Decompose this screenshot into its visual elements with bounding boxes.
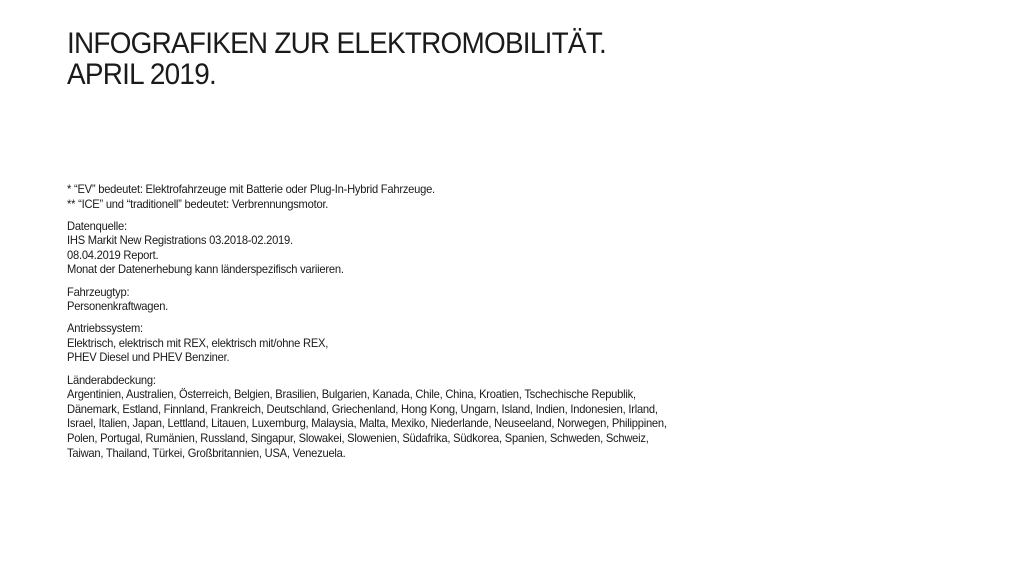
datenquelle-heading: Datenquelle:: [67, 218, 127, 233]
title-line-1: INFOGRAFIKEN ZUR ELEKTROMOBILITÄT.: [67, 27, 606, 60]
datenquelle-line: Monat der Datenerhebung kann länderspezifisch variieren.: [67, 262, 344, 277]
footnotes-block: [67, 182, 774, 211]
laenderabdeckung-heading: Länderabdeckung:: [67, 372, 156, 387]
fahrzeugtyp-block: [67, 285, 774, 314]
laenderabdeckung-line: Polen, Portugal, Rumänien, Russland, Singapur, Slowakei, Slowenien, Südafrika, Südkorea, Spanien, Schweden, Schweiz,: [67, 430, 649, 445]
antriebssystem-line: Elektrisch, elektrisch mit REX, elektrisch mit/ohne REX,: [67, 335, 329, 350]
antriebssystem-line: PHEV Diesel und PHEV Benziner.: [67, 350, 230, 365]
footnote-ev: * “EV” bedeutet: Elektrofahrzeuge mit Batterie oder Plug-In-Hybrid Fahrzeuge.: [67, 182, 435, 196]
laenderabdeckung-line: Taiwan, Thailand, Türkei, Großbritannien, USA, Venezuela.: [67, 445, 346, 460]
antriebssystem-block: [67, 321, 774, 365]
laenderabdeckung-block: [67, 373, 774, 461]
laenderabdeckung-line: Dänemark, Estland, Finnland, Frankreich, Deutschland, Griechenland, Hong Kong, Ungarn, Island, Indien, Indonesien, Irland,: [67, 401, 658, 416]
footnote-ice: ** “ICE” und “traditionell” bedeutet: Verbrennungsmotor.: [67, 196, 329, 211]
page-title: [67, 28, 606, 90]
datenquelle-line: IHS Markit New Registrations 03.2018-02.2019.: [67, 233, 293, 248]
datenquelle-block: [67, 219, 774, 277]
laenderabdeckung-line: Argentinien, Australien, Österreich, Belgien, Brasilien, Bulgarien, Kanada, Chile, China, Kroatien, Tschechische Republik,: [67, 387, 636, 402]
notes-section: [67, 182, 774, 468]
datenquelle-line: 08.04.2019 Report.: [67, 247, 159, 262]
laenderabdeckung-line: Israel, Italien, Japan, Lettland, Litauen, Luxemburg, Malaysia, Malta, Mexiko, Niederlande, Neuseeland, Norwegen, Philippinen,: [67, 416, 667, 431]
fahrzeugtyp-heading: Fahrzeugtyp:: [67, 284, 130, 299]
antriebssystem-heading: Antriebssystem:: [67, 321, 143, 336]
title-line-2: APRIL 2019.: [67, 58, 216, 91]
fahrzeugtyp-line: Personenkraftwagen.: [67, 299, 169, 314]
